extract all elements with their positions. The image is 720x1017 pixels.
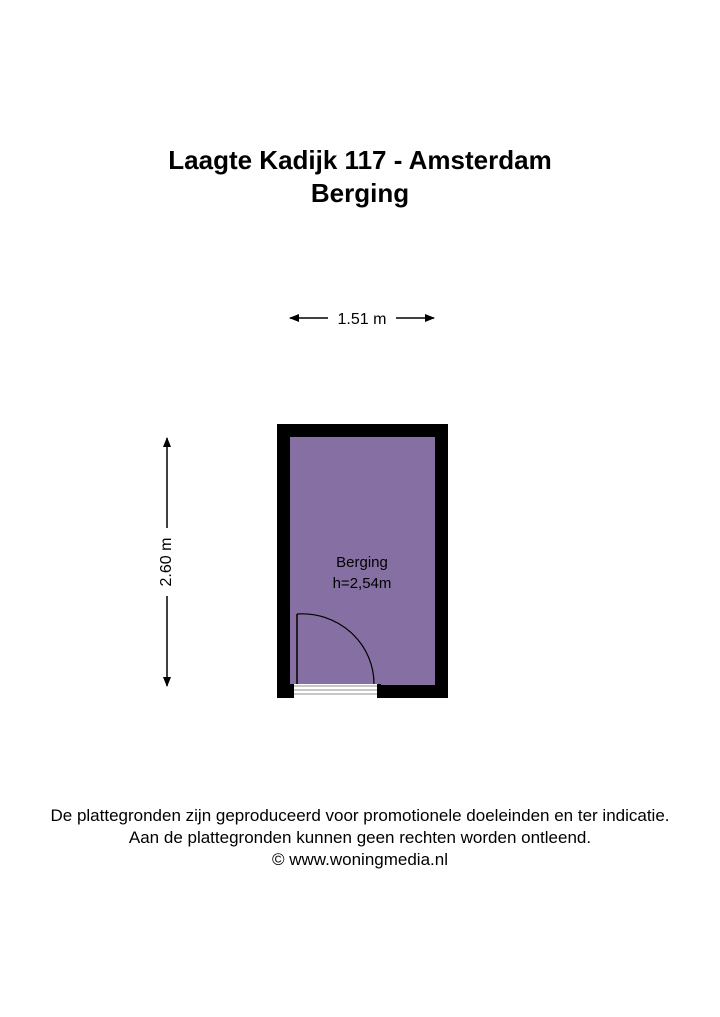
copyright-line: © www.woningmedia.nl — [272, 850, 448, 869]
disclaimer-line-1: De plattegronden zijn geproduceerd voor promotionele doeleinden en ter indicatie. — [50, 806, 670, 825]
plan-title-floor: Berging — [310, 178, 410, 208]
depth-dimension — [158, 438, 175, 686]
room-label-name: Berging — [336, 554, 388, 571]
door-jamb-right — [377, 684, 381, 698]
door-opening — [290, 684, 381, 698]
door-jamb-left — [290, 684, 294, 698]
width-dimension — [290, 311, 434, 328]
disclaimer-line-2: Aan de plattegronden kunnen geen rechten worden ontleend. — [128, 828, 592, 847]
plan-title-address: Laagte Kadijk 117 - Amsterdam — [168, 145, 552, 175]
room-label-height: h=2,54m — [332, 575, 392, 592]
width-dimension-label: 1.51 m — [337, 311, 387, 328]
depth-dimension-label: 2.60 m — [158, 537, 176, 587]
